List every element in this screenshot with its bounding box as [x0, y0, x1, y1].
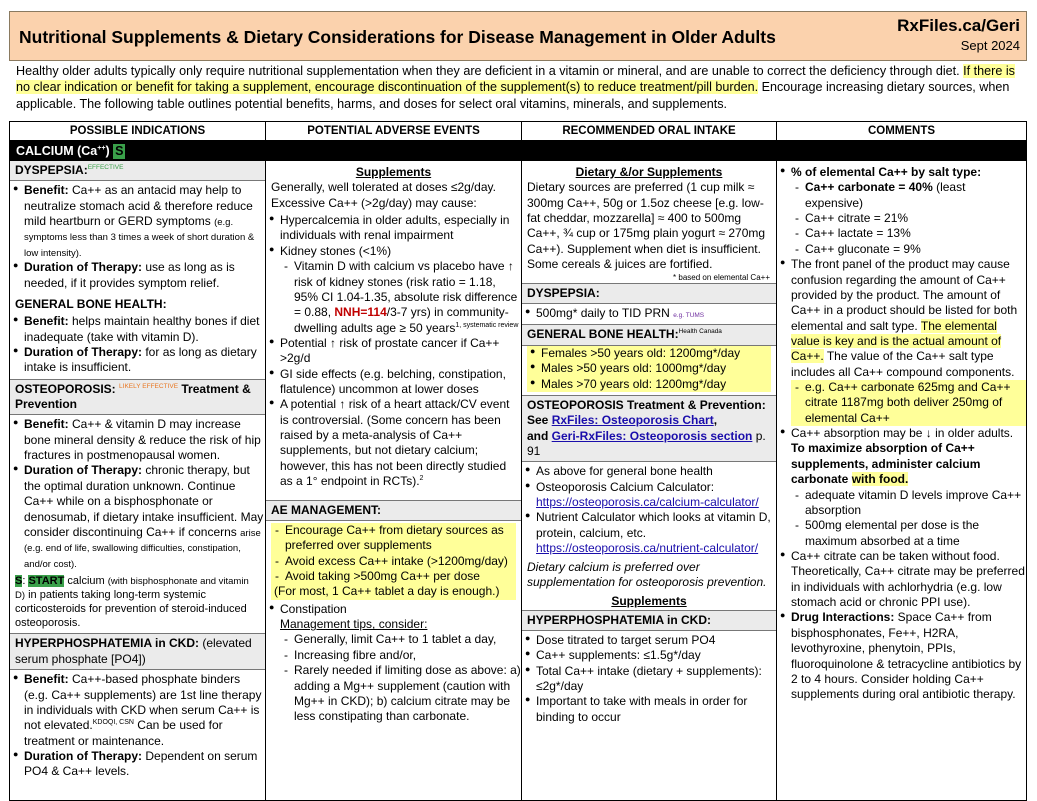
- section-bone: GENERAL BONE HEALTH:: [15, 296, 167, 311]
- sub-item: - Ca++ gluconate = 9%: [805, 242, 1026, 257]
- section-osteoporosis: [10, 379, 265, 416]
- text: Ca++ carbonate = 40%: [805, 180, 933, 195]
- category-name: CALCIUM (Ca: [16, 144, 98, 158]
- col-header-comments: COMMENTS: [777, 122, 1026, 141]
- page-title: Nutritional Supplements & Dietary Considerations for Disease Management in Older Adults: [19, 27, 776, 47]
- list-item: ● Ca++ citrate can be taken without food. Theoretically, Ca++ citrate may be preferred in individuals with achlorhydria (e.g. low stomach acid or chronic PPI use).: [791, 549, 1026, 610]
- supplements-heading-2: Supplements: [611, 594, 687, 609]
- section-title: OSTEOPOROSIS:: [15, 381, 116, 396]
- intro-text-2: Encourage increasing dietary sources, when applicable. The following table outlines potential benefits, harms, and doses for select oral vitamins, minerals, and supplements.: [16, 80, 1010, 111]
- source: Health Canada: [678, 328, 722, 336]
- ae-item: - Avoid taking >500mg Ca++ per dose: [285, 569, 516, 584]
- sub-item: - Increasing fibre and/or,: [294, 648, 521, 663]
- start-badge: S: [115, 144, 124, 158]
- section-hyper-dose: HYPERPHOSPHATEMIA in CKD:: [522, 610, 776, 631]
- ae-highlight-box: [271, 523, 516, 600]
- category-close: ): [105, 144, 110, 158]
- label: Duration of Therapy:: [24, 344, 143, 359]
- sub-item: - Generally, limit Ca++ to 1 tablet a day,: [294, 632, 521, 647]
- list-item: [24, 417, 265, 463]
- intro-highlight: If there is no clear indication or benefit for taking a supplement, encourage discontinuation of the supplement(s) to reduce treatment/pill burden.: [16, 64, 1015, 95]
- label: Benefit:: [24, 417, 69, 432]
- text: helps maintain healthy bones if diet inadequate (take with vitamin D).: [24, 314, 260, 344]
- list-item: ● GI side effects (e.g. belching, constipation, flatulence) uncommon at lower doses: [280, 367, 521, 398]
- text-2: in patients taking long-term systemic corticosteroids for prevention of steroid-induced osteoporosis.: [15, 589, 247, 630]
- start-word: START: [28, 574, 65, 587]
- list-item: [536, 306, 776, 321]
- text: The front panel of the product may cause confusion regarding the amount of Ca++ provided by the product. The amount of Ca++ in a product should be listed for both elemental and salt type.: [791, 257, 1018, 333]
- ref: 2: [419, 475, 424, 483]
- list-item: [24, 463, 265, 571]
- supplements-heading: Supplements: [355, 165, 432, 179]
- text: 500mg* daily to TID PRN: [536, 306, 670, 321]
- list-item: [24, 260, 265, 291]
- with-food: with food.: [851, 472, 909, 487]
- text-2: /3-7 yrs) in community-dwelling adults age ≥ 50 years: [294, 305, 509, 335]
- list-item: ● Total Ca++ intake (dietary + supplements): ≤2g*/day: [536, 664, 776, 695]
- nutrient-calculator-link[interactable]: https://osteoporosis.ca/nutrient-calculator/: [536, 541, 759, 556]
- list-item: [791, 257, 1026, 426]
- text-2: Can be used for treatment or maintenance.: [24, 718, 223, 748]
- page-header: [9, 11, 1027, 61]
- text: A potential ↑ risk of a heart attack/CV event is controversial. (Some concern has been raised by a meta-analysis of Ca++ supplements, but not dietary calcium; however, this has not been directly studied as a 1° endpoint in RCTs).: [280, 397, 510, 489]
- category-bar: [10, 141, 1026, 161]
- nnh-value: NNH=114: [334, 305, 387, 320]
- list-item: ● Females >50 years old: 1200mg*/day: [541, 346, 771, 361]
- ae-note: (For most, 1 Ca++ tablet a day is enough.): [274, 584, 500, 599]
- text: Ca++ absorption may be ↓ in older adults.: [791, 426, 1014, 441]
- and: and: [527, 428, 552, 443]
- ae-item: - Encourage Ca++ from dietary sources as preferred over supplements: [285, 523, 516, 554]
- salt-title: % of elemental Ca++ by salt type:: [791, 165, 982, 179]
- date-label: Sept 2024: [960, 38, 1020, 53]
- calcium-calculator-link[interactable]: https://osteoporosis.ca/calcium-calculator/: [536, 495, 759, 510]
- text: Nutrient Calculator which looks at vitamin D, protein, calcium, etc.: [536, 510, 771, 540]
- label: Duration of Therapy:: [24, 748, 143, 763]
- tips-label: Management tips, consider:: [280, 617, 428, 632]
- small-text: (with bisphosphonate and vitamin D): [15, 575, 249, 602]
- text: Ca++-based phosphate binders (e.g. Ca++ supplements) are 1st line therapy in individuals with CKD when serum Ca++ is not elevated.: [24, 672, 262, 733]
- sub-item: - Ca++ citrate = 21%: [805, 211, 1026, 226]
- indications-column: [10, 161, 266, 801]
- example: e.g. TUMS: [673, 312, 705, 320]
- text: chronic therapy, but the optimal duration unknown. Continue Ca++ while on a bisphosphonate or denosumab, if dietary intake insufficient. May consider discontinuing Ca++ if concerns: [24, 463, 264, 539]
- list-item: ● Hypercalcemia in older adults, especially in individuals with renal impairment: [280, 213, 521, 244]
- list-item: [24, 345, 265, 376]
- list-item: [791, 165, 1026, 257]
- section-title: OSTEOPOROSIS Treatment & Prevention:: [527, 397, 766, 412]
- text: use as long as is needed, if it provides symptom relief.: [24, 260, 235, 290]
- site-label: RxFiles.ca/Geri: [897, 16, 1020, 35]
- diet-text: Dietary sources are preferred (1 cup milk ≈ 300mg Ca++, 50g or 1.5oz cheese [e.g. low-fat cheddar, mozzarella] ≈ 400 to 500mg Ca++, ¾ cup or 175mg plain yogurt ≈ 270mg Ca++). Supplement when diet is insufficient. Some cereals & juices are fortified.: [527, 180, 766, 272]
- diet-preference: Dietary calcium is preferred over supplementation for osteoporosis prevention.: [527, 559, 767, 589]
- sub-item: - 500mg elemental per dose is the maximum absorbed at a time: [805, 518, 1026, 549]
- sub-item: [805, 180, 1026, 211]
- ref: 1, systematic review: [455, 321, 519, 329]
- intro-paragraph: [16, 63, 1026, 112]
- ae-item: - Avoid excess Ca++ intake (>1200mg/day): [285, 554, 516, 569]
- label: Benefit:: [24, 183, 69, 198]
- sub-item: - e.g. Ca++ carbonate 625mg and Ca++ citrate 1187mg both deliver 250mg of elemental Ca++: [805, 380, 1026, 426]
- text: Ca++ as an antacid may help to neutralize stomach acid & therefore reduce mild heartburn or GERD symptoms: [24, 183, 253, 229]
- list-item: [280, 244, 521, 336]
- list-item: [791, 426, 1026, 549]
- text: calcium: [64, 574, 105, 587]
- intake-column: [522, 161, 777, 801]
- list-item: [791, 610, 1026, 702]
- label: Benefit:: [24, 672, 69, 687]
- list-item: ● As above for general bone health: [536, 464, 776, 479]
- geri-osteoporosis-link[interactable]: Geri-RxFiles: Osteoporosis section: [551, 428, 753, 443]
- adverse-column: [266, 161, 522, 801]
- label: Benefit:: [24, 314, 69, 329]
- page-ref: p. 91: [527, 428, 766, 458]
- diet-heading: Dietary &/or Supplements: [575, 165, 723, 179]
- col-header-indications: POSSIBLE INDICATIONS: [10, 122, 266, 141]
- category-sup: ++: [97, 144, 106, 152]
- section-title: HYPERPHOSPHATEMIA in CKD:: [15, 636, 200, 651]
- comments-column: [777, 161, 1026, 801]
- list-item: ● Ca++ supplements: ≤1.5g*/day: [536, 648, 776, 663]
- list-item: [24, 183, 265, 260]
- text-2: The value of the Ca++ salt type includes all Ca++ compound components.: [791, 349, 1015, 379]
- effectiveness-tag: EFFECTIVE: [87, 164, 124, 171]
- osteoporosis-chart-link[interactable]: RxFiles: Osteoporosis Chart: [551, 413, 714, 428]
- section-dyspepsia-dose: DYSPEPSIA:: [522, 283, 776, 304]
- maximize: To maximize absorption of Ca++ supplements, administer calcium carbonate: [791, 441, 981, 487]
- section-subtitle: (elevated serum phosphate [PO4]): [15, 636, 252, 666]
- text-2: (least expensive): [805, 180, 966, 210]
- footnote: * based on elemental Ca++: [673, 272, 770, 282]
- list-item: [280, 602, 521, 725]
- see: See: [527, 413, 552, 428]
- text: Constipation: [280, 601, 347, 616]
- list-item: ● Important to take with meals in order for binding to occur: [536, 694, 776, 725]
- section-title-2: Treatment & Prevention: [15, 381, 251, 412]
- text: for as long as dietary intake is insufficient.: [24, 344, 257, 375]
- small-text: arise (e.g. end of life, swallowing difficulties, constipation, and/or cost).: [24, 527, 261, 570]
- text: Space Ca++ from bisphosphonates, Fe++, H2RA, levothyroxine, phenytoin, PPIs, fluoroquinolone & tetracycline antibiotics by 2 to 4 hours. Consider holding Ca++ supplements during oral antibiotic therapy.: [791, 610, 1022, 702]
- sub-item: [294, 259, 521, 336]
- section-osteo-dose: OSTEOPOROSIS Treatment & Prevention: See RxFiles: Osteoporosis Chart, and Geri-RxFiles: Osteoporosis section p. 91: [522, 395, 776, 462]
- section-ae-management: AE MANAGEMENT:: [266, 500, 521, 521]
- section-bone-dose: [522, 324, 776, 345]
- text: Vitamin D with calcium vs placebo have ↑ risk of kidney stones (risk ratio = 1.18, 95% CI 1.04-1.35, absolute risk difference = 0.88,: [294, 259, 518, 320]
- sub-item: - adequate vitamin D levels improve Ca++ absorption: [805, 488, 1026, 519]
- section-hyperphosphatemia: [10, 633, 265, 670]
- adverse-intro: Generally, well tolerated at doses ≤2g/day. Excessive Ca++ (>2g/day) may cause:: [271, 180, 496, 210]
- list-item: [536, 480, 776, 511]
- text: Kidney stones (<1%): [280, 243, 392, 258]
- start-recommendation: S: START calcium (with bisphosphonate and vitamin D) in patients taking long-term systemic corticosteroids for prevention of steroid-induced osteoporosis.: [15, 574, 249, 630]
- section-title: DYSPEPSIA:: [15, 163, 88, 177]
- text: Ca++ & vitamin D may increase bone mineral density & reduce the risk of hip fractures in postmenopausal women.: [24, 417, 261, 463]
- intro-text: Healthy older adults typically only require nutritional supplementation when they are deficient in a vitamin or mineral, and are unable to correct the deficiency through diet.: [16, 64, 964, 78]
- highlight: The elemental value is key and is the actual amount of Ca++.: [791, 318, 1002, 364]
- list-item: [536, 510, 776, 556]
- list-item: ● Potential ↑ risk of prostate cancer if Ca++ >2g/d: [280, 336, 521, 367]
- list-item: [24, 672, 265, 749]
- col-header-intake: RECOMMENDED ORAL INTAKE: [522, 122, 777, 141]
- list-item: [280, 397, 521, 489]
- start-s: S: [15, 574, 23, 587]
- list-item: ● Males >50 years old: 1000mg*/day: [541, 361, 771, 376]
- text: Osteoporosis Calcium Calculator:: [536, 479, 715, 494]
- sub-item: - Ca++ lactate = 13%: [805, 226, 1026, 241]
- text: Dependent on serum PO4 & Ca++ levels.: [24, 748, 258, 779]
- label: Duration of Therapy:: [24, 260, 143, 275]
- small-text: (e.g. symptoms less than 3 times a week of short duration & low intensity).: [24, 217, 255, 259]
- list-item: ● Males >70 years old: 1200mg*/day: [541, 377, 771, 392]
- section-dyspepsia: [10, 161, 265, 181]
- effectiveness-tag: LIKELY EFFECTIVE: [119, 382, 179, 390]
- refs: KDOQI, CSN: [92, 719, 134, 727]
- list-item: [24, 749, 265, 780]
- col-header-adverse: POTENTIAL ADVERSE EVENTS: [266, 122, 522, 141]
- calcium-table: [9, 121, 1027, 801]
- label: Drug Interactions:: [791, 610, 895, 625]
- sub-item: - Rarely needed if limiting dose as above: a) adding a Mg++ supplement (caution with Mg++ in CKD); b) calcium citrate may be less constipating than carbonate.: [294, 663, 521, 724]
- list-item: [24, 314, 265, 345]
- list-item: ● Dose titrated to target serum PO4: [536, 633, 776, 648]
- section-title: GENERAL BONE HEALTH:: [527, 327, 679, 342]
- label: Duration of Therapy:: [24, 463, 143, 478]
